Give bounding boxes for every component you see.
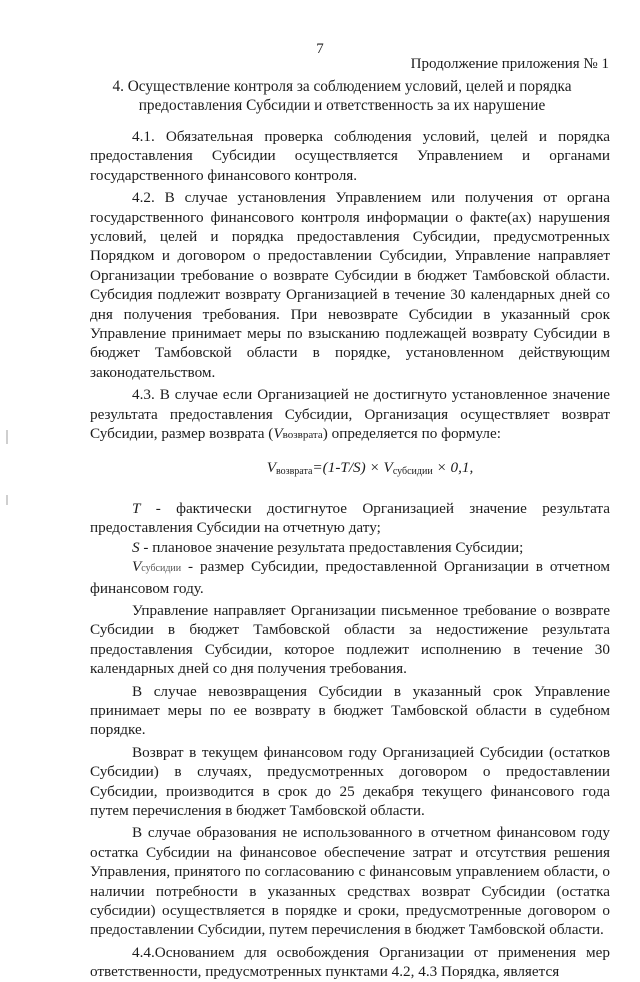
scan-margin-mark <box>6 430 8 444</box>
paragraph-4-3 <box>90 385 610 445</box>
paragraph-4-1: 4.1. Обязательная проверка соблюдения условий, целей и порядка предоставления Субсидии осуществляется Управлением и органами государственного финансового контроля. <box>90 128 610 184</box>
paragraph-4-2: 4.2. В случае установления Управлением или получения от органа государственного финансового контроля информации о факте(ах) нарушения условий, целей и порядка предоставления Субсидии, предусмотренных Порядком и договором о предоставлении Субсидии, Управление направляет Организации требование о возврате Субсидии в бюджет Тамбовской области. Субсидия подлежит возврату Организацией в течение 30 календарных дней со дня получения требования. При невозврате Субсидии в указанный срок Управление принимает меры по взысканию подлежащей возврату Субсидии в бюджет Тамбовской области в порядке, установленном действующим законодательством. <box>90 189 610 381</box>
paragraph-request: Управление направляет Организации письменное требование о возврате Субсидии в бюджет Тамбовской области за недостижение результата предоставления Субсидии, которое подлежит исполнению в течение 30 календарных дней со дня получения требования. <box>90 601 610 678</box>
definition-s <box>90 538 610 557</box>
section-heading-line-1: 4. Осуществление контроля за соблюдением условий, целей и порядка <box>112 78 572 95</box>
definition-t-text: - фактически достигнутое Организацией значение результата предоставления Субсидии на отчетную дату; <box>90 499 610 537</box>
return-formula <box>90 458 610 481</box>
formula-body: =(1-T/S) × V <box>312 458 393 476</box>
paragraph-court: В случае невозвращения Субсидии в указанный срок Управление принимает меры по ее возврату в бюджет Тамбовской области в судебном порядке. <box>90 682 610 739</box>
definition-t <box>90 499 610 538</box>
v-return-subscript: возврата <box>282 429 323 442</box>
symbol-v-subscript: субсидии <box>141 563 182 575</box>
paragraph-4-3-start: 4.3. В случае если Организацией не достигнуто установленное значение результата предоставления Субсидии, Организация осуществляет возврат Субсидии, размер возврата ( <box>90 386 610 443</box>
paragraph-4-4: 4.4.Основанием для освобождения Организации от применения мер ответственности, предусмотренных пунктами 4.2, 4.3 Порядка, является <box>90 943 610 981</box>
section-heading-line-2: предоставления Субсидии и ответственность за их нарушение <box>138 97 546 114</box>
paragraph-current-year: Возврат в текущем финансовом году Организацией Субсидии (остатков Субсидии) в случаях, предусмотренных договором о предоставлении Субсидии, производится в срок до 25 декабря текущего финансового года путем перечисления в бюджет Тамбовской области. <box>90 743 610 819</box>
appendix-reference: Продолжение приложения № 1 <box>410 56 609 72</box>
symbol-t: T <box>132 499 141 517</box>
formula-v-subsidy-subscript: субсидии <box>392 465 433 477</box>
definition-v <box>90 557 610 598</box>
scan-margin-mark <box>6 495 8 505</box>
paragraph-4-3-end: ) определяется по формуле: <box>322 425 501 443</box>
definition-v-text: - размер Субсидии, предоставленной Организации в отчетном финансовом году. <box>90 558 610 597</box>
symbol-s: S <box>132 538 140 556</box>
formula-tail: × 0,1, <box>432 458 474 476</box>
page-number: 7 <box>316 41 324 57</box>
formula-v-return-subscript: возврата <box>275 465 313 477</box>
body-text <box>90 127 610 982</box>
section-heading <box>110 77 574 115</box>
formula-v-return: V <box>266 458 276 476</box>
definition-s-text: - плановое значение результата предоставления Субсидии; <box>139 538 524 556</box>
paragraph-unused: В случае образования не использованного в отчетном финансовом году остатка Субсидии на финансовое обеспечение затрат и отсутствия решения Управления, принятого по согласованию с финансовым управлением области, о наличии потребности в указанных средствах возврат Субсидии (остатка субсидии) осуществляется в порядке и сроки, предусмотренные договором о предоставлении Субсидии, путем перечисления в бюджет Тамбовской области. <box>90 824 610 939</box>
v-return-symbol: V <box>273 425 283 443</box>
symbol-v: V <box>132 558 142 576</box>
